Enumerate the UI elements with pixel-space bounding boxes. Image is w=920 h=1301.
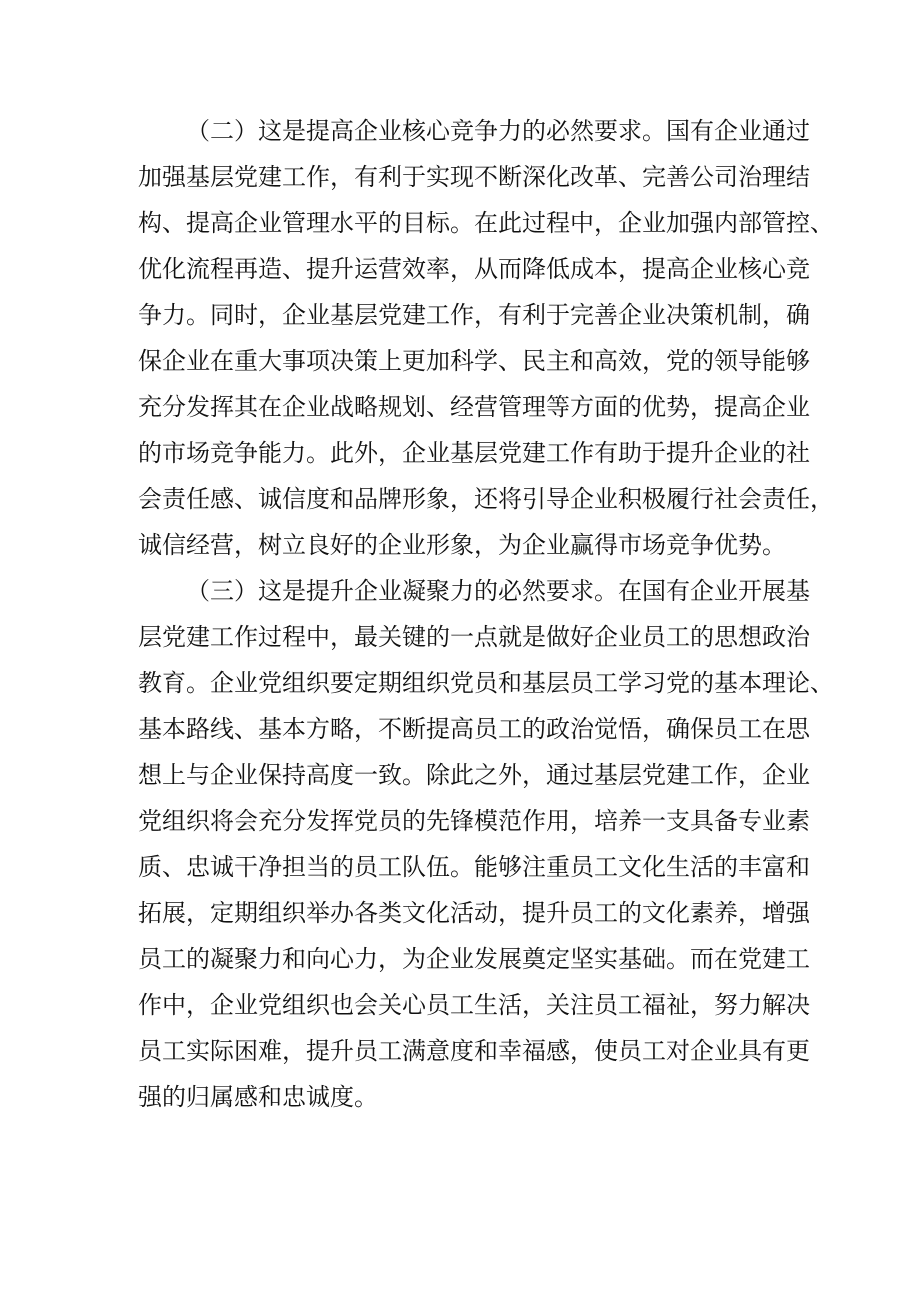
paragraph-2-line: 争力。同时，企业基层党建工作，有利于完善企业决策机制，确: [138, 301, 810, 329]
paragraph-3-line: 层党建工作过程中，最关键的一点就是做好企业员工的思想政治: [138, 623, 810, 651]
document-body: [138, 108, 834, 1120]
paragraph-2: [138, 108, 834, 568]
paragraph-2-line: 会责任感、诚信度和品牌形象，还将引导企业积极履行社会责任，: [138, 485, 834, 513]
paragraph-3-line: 教育。企业党组织要定期组织党员和基层员工学习党的基本理论、: [138, 669, 834, 697]
paragraph-3-line: 员工的凝聚力和向心力，为企业发展奠定坚实基础。而在党建工: [138, 945, 810, 973]
paragraph-2-line: 加强基层党建工作，有利于实现不断深化改革、完善公司治理结: [138, 163, 810, 191]
paragraph-2-line: （二）这是提高企业核心竞争力的必然要求。国有企业通过: [186, 117, 810, 145]
paragraph-3: [138, 568, 834, 1120]
paragraph-2-line: 构、提高企业管理水平的目标。在此过程中，企业加强内部管控、: [138, 209, 834, 237]
paragraph-3-line: 员工实际困难，提升员工满意度和幸福感，使员工对企业具有更: [138, 1037, 810, 1065]
paragraph-3-line: 作中，企业党组织也会关心员工生活，关注员工福祉，努力解决: [138, 991, 810, 1019]
paragraph-3-line: 党组织将会充分发挥党员的先锋模范作用，培养一支具备专业素: [138, 807, 810, 835]
paragraph-3-line: 基本路线、基本方略，不断提高员工的政治觉悟，确保员工在思: [138, 715, 810, 743]
paragraph-2-line: 优化流程再造、提升运营效率，从而降低成本，提高企业核心竞: [138, 255, 810, 283]
paragraph-3-line: 强的归属感和忠诚度。: [138, 1083, 378, 1111]
paragraph-3-line: （三）这是提升企业凝聚力的必然要求。在国有企业开展基: [186, 577, 810, 605]
paragraph-2-line: 充分发挥其在企业战略规划、经营管理等方面的优势，提高企业: [138, 393, 810, 421]
paragraph-3-line: 想上与企业保持高度一致。除此之外，通过基层党建工作，企业: [138, 761, 810, 789]
paragraph-2-line: 保企业在重大事项决策上更加科学、民主和高效，党的领导能够: [138, 347, 810, 375]
paragraph-3-line: 拓展，定期组织举办各类文化活动，提升员工的文化素养，增强: [138, 899, 810, 927]
paragraph-3-line: 质、忠诚干净担当的员工队伍。能够注重员工文化生活的丰富和: [138, 853, 810, 881]
paragraph-2-line: 的市场竞争能力。此外，企业基层党建工作有助于提升企业的社: [138, 439, 810, 467]
paragraph-2-line: 诚信经营，树立良好的企业形象，为企业赢得市场竞争优势。: [138, 531, 786, 559]
